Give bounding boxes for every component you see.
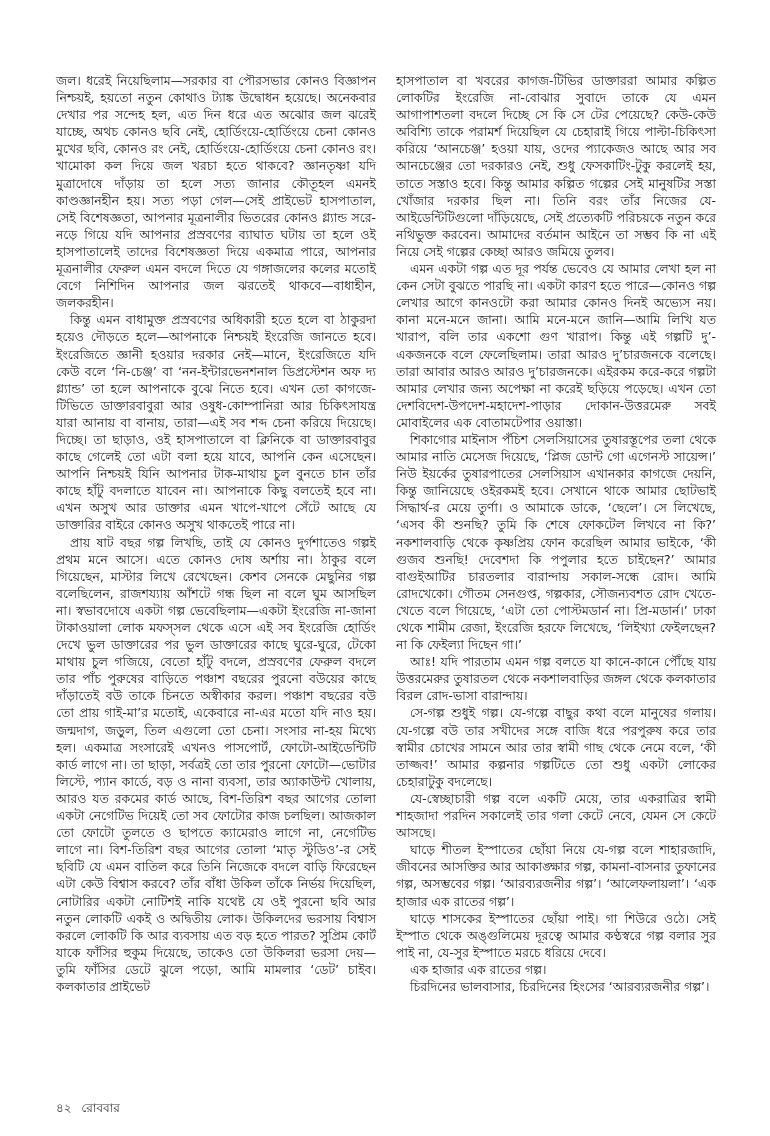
- paragraph: জল। ধরেই নিয়েছিলাম—সরকার বা পৌরসভার কোনও বিজ্ঞাপন নিশ্চয়ই, হয়তো নতুন কোথাও ট্যাঙ্ক উদ্বোধন হয়েছে। অনেকবার দেখার পর সন্দেহ হল, এত দিন ধরে এত অঝোর জল ঝরেই যাচ্ছে, অথচ কোনও ছবি নেই, হোর্ডিংয়ে-হোর্ডিংয়ে চেনা কোনও মুখের ছবি, কোনও রং নেই, হোর্ডিংয়ে-হোর্ডিংয়ে চেনা কোনও রং। খামোকা কল দিয়ে জল খরচা হতে থাকবে? জ্ঞানতৃষ্ণা যদি মুত্রাদোষে দাঁড়ায় তা হলে সত্য জানার কৌতূহল এমনই কাণ্ডজ্ঞানহীন হয়। সত্য পড়া গেল—সেই প্রাইভেট হাসপাতাল, সেই বিশেষজ্ঞতা, আপনার মূত্রনালীর ভিতরের কোনও গ্ল্যান্ড সরে-নড়ে গিয়ে যদি আপনার প্রস্রবণের ব্যাঘাত ঘটায় তা হলে ওই হাসপাতালেই তাদের বিশেষজ্ঞতা দিয়ে একমাত্র পারে, আপনার মূত্রনালীর ফেরুল এমন বদলে দিতে যে গঙ্গাজলের কলের মতোই বেগে নিশিদিন আপনার জল ঝরতেই থাকবে—বাধাহীন, জলকরহীন।: [56, 73, 376, 311]
- paragraph: কিন্তু এমন বাধামুক্ত প্রস্রবণের অধিকারী হতে হলে বা ঠাকুরদা হয়েও দৌড়তে হলে—আপনাকে নিশ্চয়ই ইংরেজি জানতে হবে। ইংরেজিতে জ্ঞানী হওয়ার দরকার নেই—মানে, ইংরেজিতে যদি কেউ বলে ‘নি-চেঞ্জ’ বা ‘নন-ইন্টারভেনশনাল ডিপ্রস্টেশন অফ দ্য গ্ল্যান্ড’ তা হলে আপনাকে বুঝে নিতে হবে। এখন তো কাগজে-টিভিতে ডাক্তারবাবুরা আর ওষুধ-কোম্পানিরা আর চিকিৎসাযন্ত্র যারা আনায় বা বানায়, তারা—এই সব শব্দ চেনা করিয়ে দিয়েছে। দিচ্ছে। তা ছাড়াও, ওই হাসপাতালে বা ক্লিনিকে বা ডাক্তারবাবুর কাছে গেলেই তো এটা বলা হয়ে যাবে, আপনি কেন এসেছেন। আপনি নিশ্চয়ই যিনি আপনার টাক-মাথায় চুল বুনতে চান তাঁর কাছে হাঁটু বদলাতে যাবেন না। আপনাকে কিছু বলতেই হবে না। এখন অসুখ আর ডাক্তার এমন খাপে-খাপে সেঁটে আছে যে ডাক্তারির বাইরে কোনও অসুখ থাকতেই পারে না।: [56, 312, 376, 533]
- left-column: [56, 72, 376, 995]
- page-footer: [56, 1100, 126, 1120]
- paragraph: সে-গল্প শুধুই গল্প। যে-গল্পে বাছুর কথা বলে মানুষের গলায়। যে-গল্পে বউ তার সখীদের সঙ্গে বাজি ধরে পরপুরুষ করে তার স্বামীর চোখের সামনে আর তার স্বামী গাছ থেকে নেমে বলে, ‘কী তাজ্জব!’ আমার কল্পনার গল্পটিতে তো শুধু একটা লোকের চেহারাটুকু বদলেছে।: [396, 705, 716, 789]
- paragraph: যে-স্বেচ্ছাচারী গল্প বলে একটি মেয়ে, তার একরাত্রির স্বামী শাহজাদা পরদিন সকালেই তার গলা কেটে নেবে, যেমন সে কেটে আসছে।: [396, 790, 716, 841]
- right-column: [396, 72, 716, 995]
- paragraph: প্রায় ষাট বছর গল্প লিখছি, তাই যে কোনও দুর্গশাতেও গল্পই প্রথম মনে আসে। এতে কোনও দোষ অর্শায় না। ঠাকুর বলে গিয়েছেন, মাস্টার লিখে রেখেছেন। কেশব সেনকে মেছুনির গল্প বলেছিলেন, রাজশয্যায় আঁশটে গন্ধ ছিল না বলে ঘুম আসছিল না। স্বভাবদোষে একটা গল্প ভেবেছিলাম—একটা ইংরেজি না-জানা টাকাওয়ালা লোক মফস্সল থেকে এসে এই সব ইংরেজি হোর্ডিং দেখে ভুল ডাক্তারের পর ভুল ডাক্তারের কাছে ঘুরে-ঘুরে, টেকো মাথায় চুল গজিয়ে, বেতো হাঁটু বদলে, প্রস্রবণের ফেরুল বদলে তার পাঁচ পুরুষের বাড়িতে পঞ্চাশ বছরের পুরনো বউয়ের কাছে দাঁড়াতেই বউ তাকে চিনতে অস্বীকার করল। পঞ্চাশ বছরের বউ তো প্রায় গাই-মা’র মতোই, একেবারে না-এর মতো যদি নাও হয়। জন্মদাগ, জড়ুল, তিল এগুলো তো চেনা। সংসার না-হয় মিথ্যে হল। একমাত্র সংসারেই এখনও পাসপোর্ট, ফোটো-আইডেন্টিটি কার্ড লাগে না। তা ছাড়া, সর্বত্রই তো তার পুরনো ফোটো—ভোটার লিস্টে, প্যান কার্ডে, বড় ও নানা ব্যবসা, তার অ্যাকাউন্ট খোলায়, আরও যত রকমের কার্ড আছে, বিশ-তিরিশ বছর আগের তোলা একটা নেগেটিভ দিয়েই তো সব ফোটোর কাজ চলছিল। আজকাল তো ফোটো তুলতে ও ছাপতে ক্যামেরাও লাগে না, নেগেটিভ লাগে না। বিশ-তিরিশ বছর আগের তোলা ‘মাতৃ স্টুডিও’-র সেই ছবিটি যে এমন বাতিল করে তিনি নিজেকে বদলে বাড়ি ফিরেছেন এটা কেউ বিশ্বাস করবে? তাঁর বাঁধা উকিল তাঁকে নির্ভয় দিয়েছিল, নোটারির একটা নোটিশই নাকি যথেষ্ট যে ওই পুরনো ছবি আর নতুন লোকটি একই ও অদ্বিতীয় লোক। উকিলদের ভরসায় বিশ্বাস করলে লোকটি কি আর ব্যবসায় এত বড় হতে পারত? সুপ্রিম কোর্ট যাকে ফাঁসির হুকুম দিয়েছে, তাকেও তো উকিলরা ভরসা দেয়—তুমি ফাঁসির ডেটে ঝুলে পড়ো, আমি মামলার ‘ডেট’ চাইব। কলকাতার প্রাইভেট: [56, 534, 376, 994]
- paragraph: হাসপাতাল বা খবরের কাগজ-টিভির ডাক্তাররা আমার কল্পিত লোকটির ইংরেজি না-বোঝার সুবাদে তাকে যে এমন আগাপাশতলা বদলে দিচ্ছে সে কি সে টের পেয়েছে? কেউ-কেউ অবিশ্যি তাকে পরামর্শ দিয়েছিল যে চেহারাই গিয়ে পাল্টা-চিকিৎসা করিয়ে ‘আনচেঞ্জ’ হওয়া যায়, ওদের প্যাকেজও আছে আর সব আনচেঞ্জের তো দরকারও নেই, শুধু ফেসকাটিং-টুকু করলেই হয়, তাতে সস্তাও হবে। কিন্তু আমার কল্পিত গল্পের সেই মানুষটির সস্তা খোঁজার দরকার ছিল না। তিনি বরং তাঁর নিজের যে-আইডেন্টিটিগুলো দাঁড়িয়েছে, সেই প্রত্যেকটি পরিচয়কে নতুন করে নথিভুক্ত করবেন। আমাদের বর্তমান আইনে তা সম্ভব কি না এই নিয়ে সেই গল্পের কেচ্ছা আরও জমিয়ে তুলব।: [396, 73, 716, 259]
- page-number: ৪২: [56, 1101, 72, 1115]
- paragraph: আঃ! যদি পারতাম এমন গল্প বলতে যা কানে-কানে পৌঁছে যায় উত্তরমেরুর তুষারতল থেকে নকশালবাড়ির জঙ্গল থেকে কলকাতার বিরল রোদ-ভাসা বারান্দায়।: [396, 654, 716, 704]
- section-name: রোববার: [81, 1101, 120, 1115]
- paragraph: ঘাড়ে শীতল ইস্পাতের ছোঁয়া নিয়ে যে-গল্প বলে শাহারজাদি, জীবনের আসক্তির আর আকাঙ্ক্ষার গল্প, কামনা-বাসনার তুফানের গল্প, অসম্ভবের গল্প। ‘আরব্যরজনীর গল্প’। ‘আলেফলায়লা’। ‘এক হাজার এক রাতের গল্প’।: [396, 842, 716, 909]
- paragraph: ঘাড়ে শাসকের ইস্পাতের ছোঁয়া পাই। গা শিউরে ওঠে। সেই ইস্পাত থেকে অঙ্গুলিমেয় দূরত্বে আমার কণ্ঠস্বরে গল্প বলার সুর পাই না, যে-সুর ইস্পাতে মরচে ধরিয়ে দেবে।: [396, 910, 716, 960]
- paragraph: শিকাগোর মাইনাস পঁচিশ সেলসিয়াসের তুষারস্তূপের তলা থেকে আমার নাতি মেসেজ দিয়েছে, ‘প্লিজ ডোন্ট গো এগেনস্ট সায়েন্স।’ নিউ ইয়র্কের তুষারপাতের সেলসিয়াস এখানকার কাগজে দেয়নি, কিন্তু জানিয়েছে ওইরকমই হবে। সেখানে থাকে আমার ছোটভাই সিদ্ধার্থ-র মেয়ে তুর্ণা। ও আমাকে ডাকে, ‘ছেলে’। সে লিখেছে, ‘এসব কী শুনছি? তুমি কি শেষে ফোকটেল লিখবে না কি?’ নকশালবাড়ি থেকে কৃষ্ণপ্রিয় ফোন করেছিল আমার ভাইকে, ‘কী গুজব শুনছি! দেবেশদা কি পপুলার হতে চাইছেন?’ আমার বাগুইআটির চারতলার বারান্দায় সকাল-সন্ধে রোদ। আমি রোদখেকো। গৌতম সেনগুপ্ত, গল্পকার, সৌজন্যবশত রোদ খেতে-খেতে বলে গিয়েছে, ‘এটা তো পোস্টমডার্ন না। প্রি-মডার্ন।’ ঢাকা থেকে শামীম রেজা, ইংরেজি হরফে লিখেছে, ‘লিইখ্যা ফেইলছেন? না কি ফেইল্যা দিছেন গা।’: [396, 431, 716, 653]
- paragraph: এক হাজার এক রাতের গল্প।: [410, 961, 547, 977]
- paragraph: চিরদিনের ভালবাসার, চিরদিনের হিংসের ‘আরব্যরজনীর গল্প’।: [410, 978, 710, 994]
- paragraph: এমন একটা গল্প এত দূর পর্যন্ত ভেবেও যে আমার লেখা হল না কেন সেটা বুঝতে পারছি না। একটা কারণ হতে পারে—কোনও গল্প লেখার আগে কানওটো করা আমার কোনও দিনই অভ্যেস নয়। কানা মনে-মনে জানা। আমি মনে-মনে জানি—আমি লিখি যত খারাপ, বলি তার একশো গুণ খারাপ। কিন্তু এই গল্পটি দু’-একজনকে বলে ফেলেছিলাম। তারা আরও দু’চারজনকে বলেছে। তারা আবার আরও আরও দু’চারজনকে। এইরকম করে-করে গল্পটা আমার লেখার জন্য অপেক্ষা না করেই ছড়িয়ে পড়েছে। এখন তো দেশবিদেশ-উপদেশ-মহাদেশ-পাড়ার দোকান-উত্তরমেরু সবই মোবাইলের এক বোতামটেপার ওয়াস্তা।: [396, 261, 716, 430]
